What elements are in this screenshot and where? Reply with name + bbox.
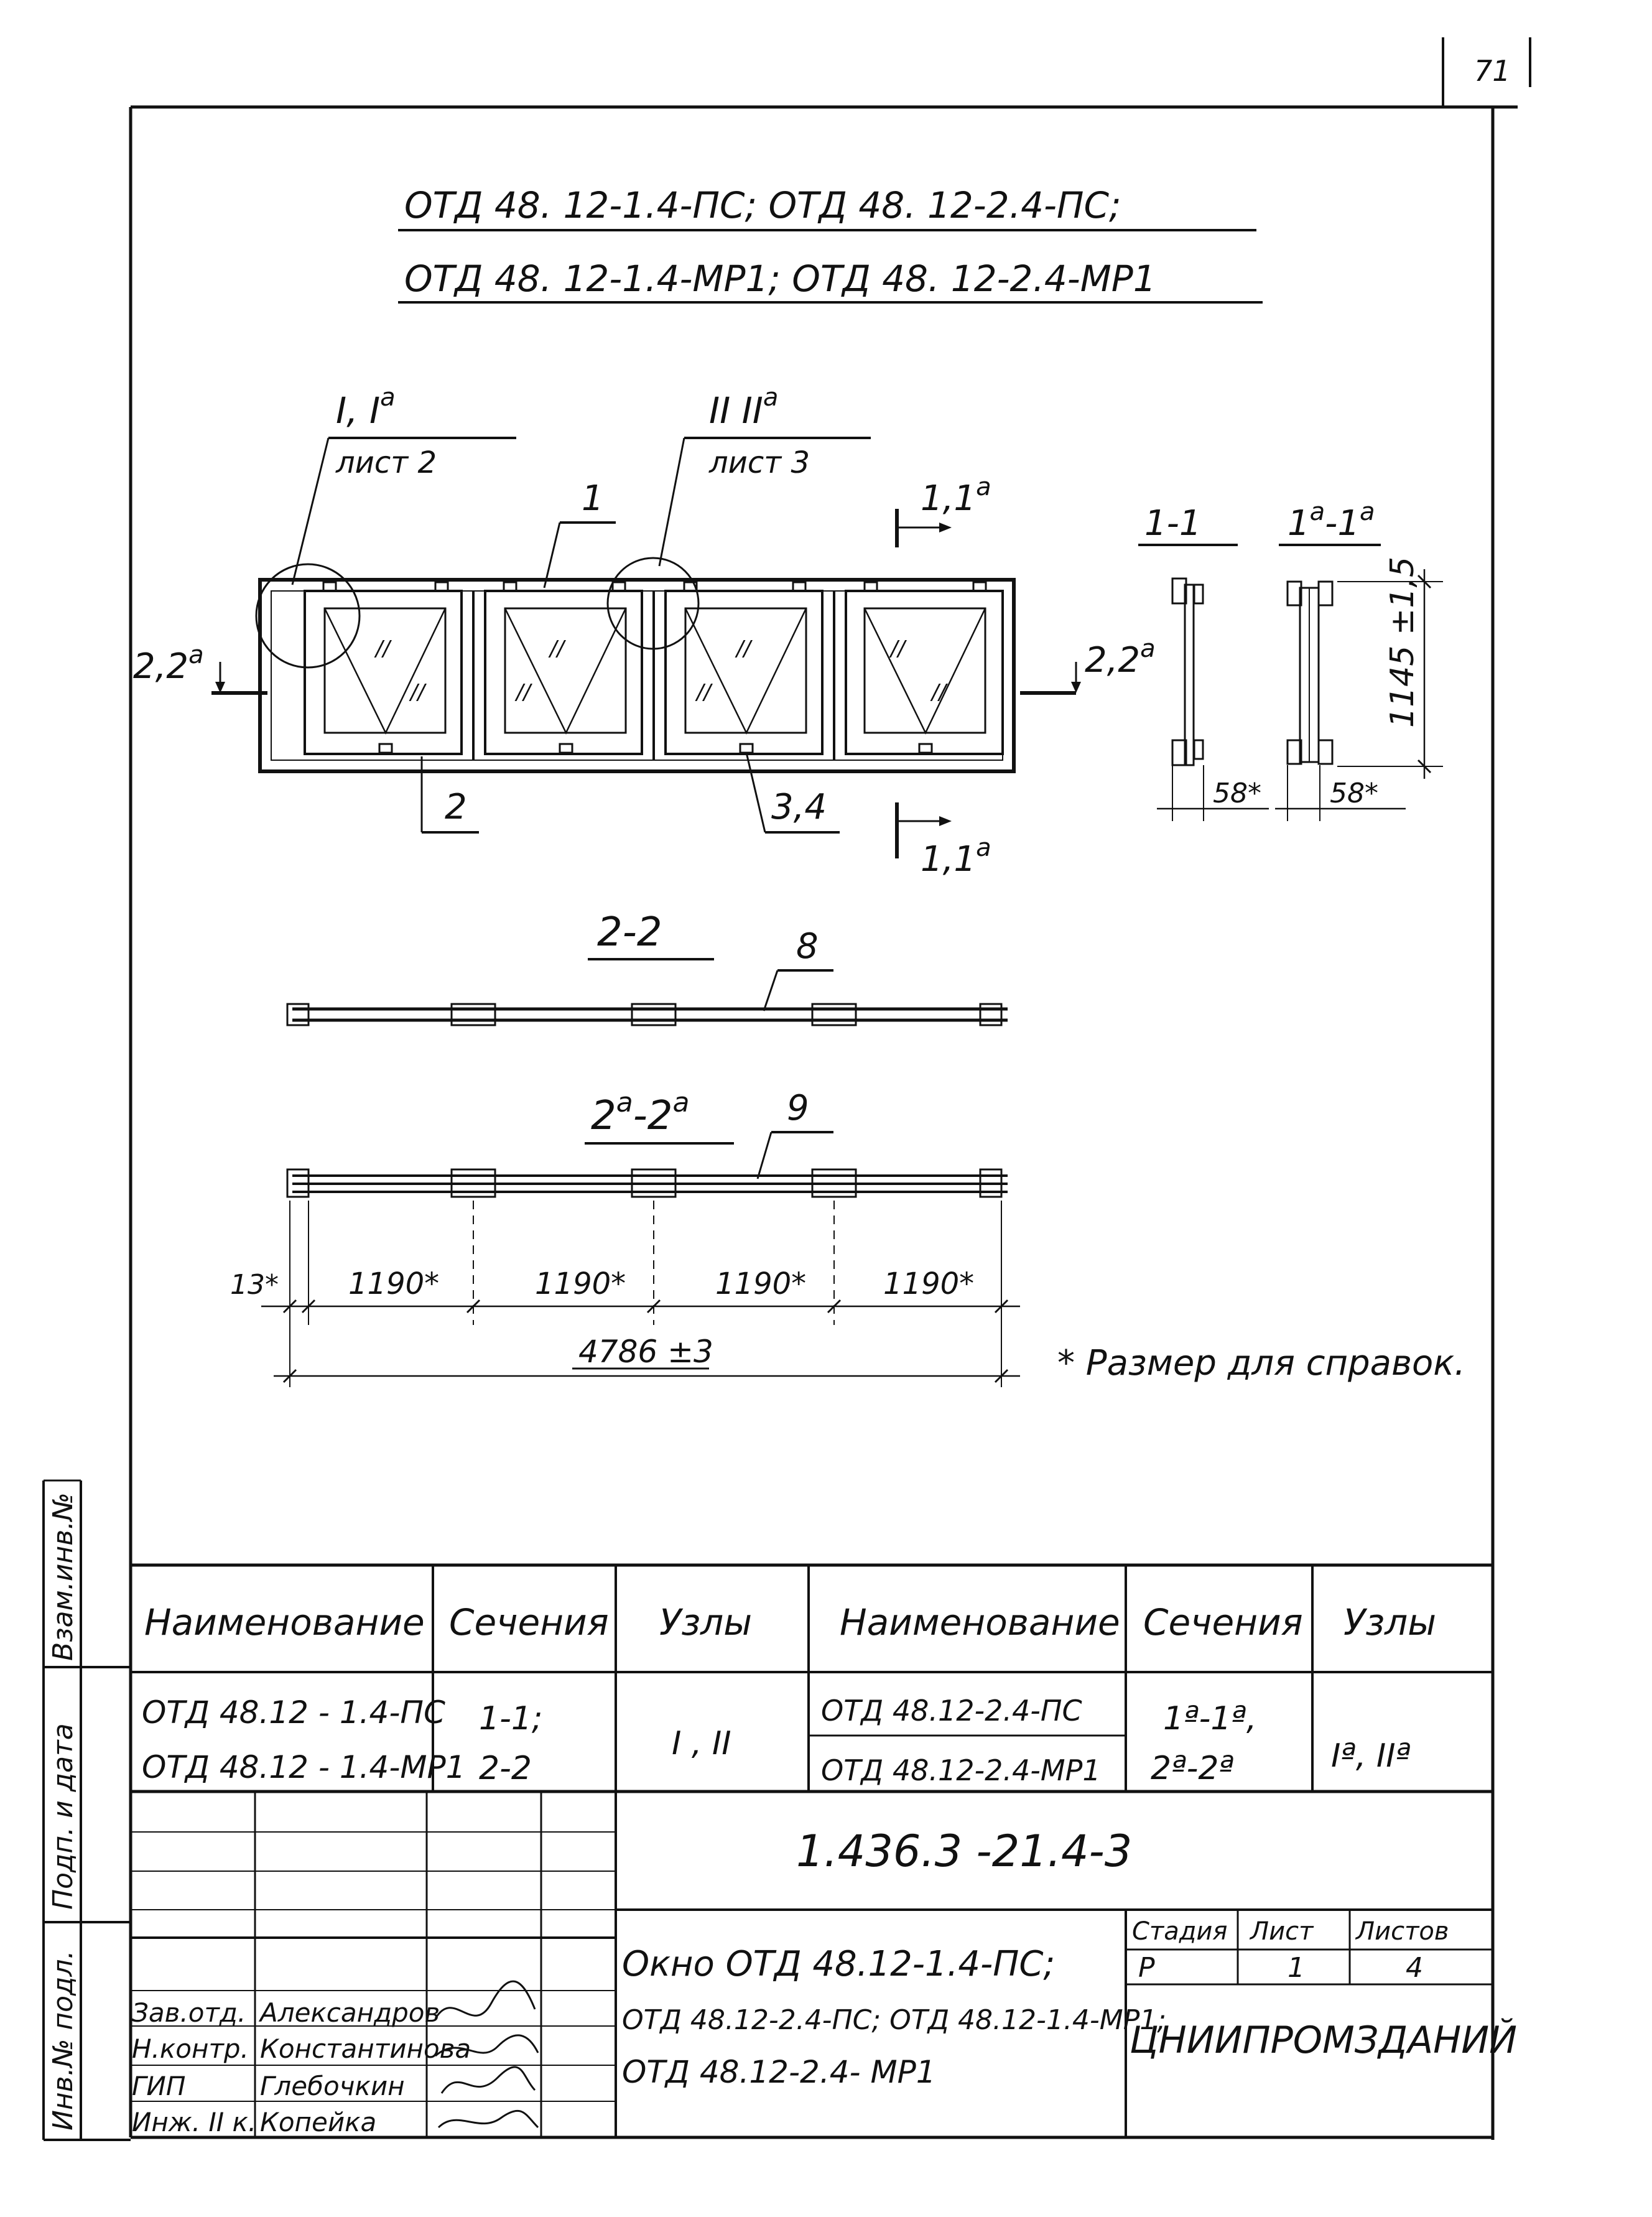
table-right-nodes: Iª, IIª	[1331, 1737, 1411, 1775]
horizontal-dimensions	[230, 1201, 1020, 1387]
document-code: 1.436.3 -21.4-3	[796, 1826, 1133, 1877]
mullions	[473, 591, 834, 760]
svg-text://: //	[697, 680, 711, 705]
specification-table	[131, 1565, 1493, 1792]
description-line-3: ОТД 48.12-2.4- МР1	[622, 2054, 936, 2090]
svg-text://: //	[516, 680, 531, 705]
sash-4	[846, 591, 1003, 754]
sheets-label: Листов	[1356, 1917, 1449, 1946]
node-callout-1	[256, 383, 516, 667]
table-header-nodes-2: Узлы	[1343, 1601, 1437, 1643]
sash-3	[666, 591, 822, 754]
role-2: Н.контр.	[132, 2033, 249, 2064]
table-header-sections-1: Сечения	[449, 1601, 609, 1643]
dim-edge: 13*	[230, 1269, 279, 1301]
title-line-1: ОТД 48. 12-1.4-ПС; ОТД 48. 12-2.4-ПС;	[404, 184, 1121, 226]
dim-total: 4786 ±3	[578, 1334, 713, 1370]
side-binding-strip	[44, 1480, 131, 2140]
description-line-1: Окно ОТД 48.12-1.4-ПС;	[622, 1944, 1056, 1984]
sash-1	[305, 591, 462, 754]
reference-note: * Размер для справок.	[1057, 1343, 1465, 1383]
name-3: Глебочкин	[260, 2071, 405, 2101]
section-2-2-profiles	[287, 1004, 1001, 1025]
table-right-section-1: 1ª-1ª,	[1163, 1700, 1257, 1737]
svg-text://: //	[376, 636, 390, 661]
section-1a-1a	[1279, 498, 1381, 764]
drawing-title	[398, 184, 1263, 302]
section-2a-2a	[287, 1087, 1008, 1197]
table-left-name-2: ОТД 48.12 - 1.4-МР1	[142, 1749, 466, 1785]
title-line-2: ОТД 48. 12-1.4-МР1; ОТД 48. 12-2.4-МР1	[404, 258, 1156, 300]
side-label-signature: Подп. и дата	[47, 1723, 79, 1910]
name-2: Константинова	[260, 2033, 471, 2064]
sheet-value: 1	[1288, 1952, 1305, 1984]
dim-bay-1: 1190*	[348, 1267, 440, 1301]
sash-2	[485, 591, 642, 754]
title-block	[131, 1792, 1517, 2137]
node-ref-2-mark: II $II^a$	[709, 383, 779, 432]
sheet-number-box	[1443, 37, 1530, 107]
width-dim-2: 58*	[1330, 778, 1378, 809]
section-1-1-title: 1-1	[1144, 503, 1202, 544]
dim-bay-3: 1190*	[715, 1267, 807, 1301]
pos-1: 1	[582, 478, 604, 519]
table-left-name-1: ОТД 48.12 - 1.4-ПС	[142, 1694, 445, 1731]
name-4: Копейка	[260, 2107, 377, 2137]
pos-3-4: 3,4	[771, 787, 827, 827]
table-left-section-1: 1-1;	[479, 1700, 543, 1737]
organization-name: ЦНИИПРОМЗДАНИЙ	[1130, 2019, 1518, 2062]
node-ref-2-sheet: лист 3	[709, 445, 810, 480]
svg-text://: //	[736, 636, 751, 661]
dim-bay-4: 1190*	[883, 1267, 975, 1301]
section-1a-1a-title: 1$^a$-1$^a$	[1288, 498, 1375, 544]
table-header-name-2: Наименование	[840, 1601, 1120, 1643]
table-right-name-1: ОТД 48.12-2.4-ПС	[821, 1694, 1082, 1727]
role-1: Зав.отд.	[132, 1997, 246, 2028]
stage-label: Стадия	[1132, 1917, 1228, 1946]
description-line-2: ОТД 48.12-2.4-ПС; ОТД 48.12-1.4-МР1;	[622, 2004, 1167, 2036]
height-dimension	[1337, 557, 1443, 779]
table-left-section-2: 2-2	[479, 1750, 532, 1787]
node-ref-1-mark: I, $I^a$	[336, 383, 396, 432]
sheets-value: 4	[1406, 1952, 1423, 1984]
pos-8: 8	[796, 926, 819, 967]
svg-text://: //	[932, 680, 946, 705]
hinge-marks	[323, 582, 986, 591]
cut-2-left-label: 2,2$^a$	[133, 641, 204, 687]
cut-1-top-label: 1,1$^a$	[921, 473, 991, 519]
svg-text://: //	[891, 636, 905, 661]
svg-text://: //	[411, 680, 425, 705]
table-header-nodes-1: Узлы	[659, 1601, 753, 1643]
section-2a-2a-title: 2$^a$-2$^a$	[591, 1087, 690, 1139]
window-elevation	[260, 580, 1014, 771]
table-right-name-2: ОТД 48.12-2.4-МР1	[821, 1754, 1101, 1787]
sheet-number: 71	[1474, 54, 1511, 88]
table-header-sections-2: Сечения	[1143, 1601, 1303, 1643]
node-ref-1-sheet: лист 2	[336, 445, 437, 480]
width-dim-1: 58*	[1213, 778, 1261, 809]
section-width-dims	[1157, 765, 1406, 821]
table-left-nodes: I , II	[672, 1725, 731, 1762]
svg-text://: //	[550, 636, 564, 661]
stage-value: Р	[1138, 1952, 1155, 1984]
pos-9: 9	[787, 1088, 809, 1128]
side-label-replacement: Взам.инв.№	[47, 1492, 79, 1661]
height-dimension-label: 1145 ±1,5	[1384, 556, 1421, 728]
role-3: ГИП	[132, 2071, 186, 2101]
name-1: Александров	[260, 1997, 440, 2028]
section-2-2-title: 2-2	[597, 909, 662, 955]
dim-bay-2: 1190*	[535, 1267, 626, 1301]
cut-2-right-label: 2,2$^a$	[1085, 634, 1156, 681]
sheet-label: Лист	[1250, 1917, 1314, 1946]
section-2-2	[287, 909, 1008, 1025]
table-right-section-2: 2ª-2ª	[1151, 1750, 1234, 1787]
cut-1-bottom-label: 1,1$^a$	[921, 834, 991, 880]
section-cut-1	[897, 473, 991, 880]
role-4: Инж. II к.	[132, 2107, 257, 2137]
side-label-inventory: Инв.№ подл.	[47, 1950, 79, 2131]
table-header-name-1: Наименование	[144, 1601, 425, 1643]
pos-2: 2	[445, 787, 467, 827]
